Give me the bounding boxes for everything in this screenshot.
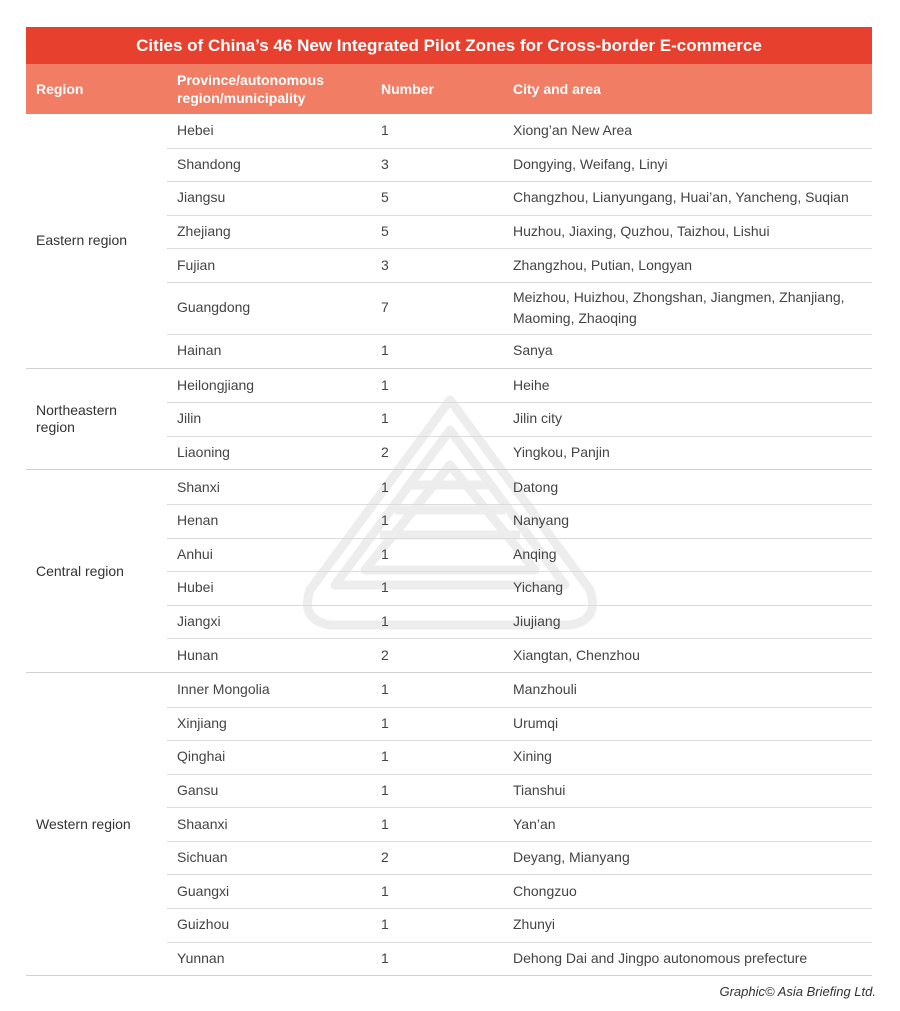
table-row	[26, 841, 872, 875]
province-cell: Shaanxi	[177, 815, 228, 832]
city-cell: Sanya	[513, 342, 553, 359]
table-row	[26, 148, 872, 182]
number-cell: 1	[381, 342, 389, 359]
number-cell: 3	[381, 256, 389, 273]
number-cell: 1	[381, 916, 389, 933]
table-row	[26, 538, 872, 572]
region-label: Eastern region	[36, 232, 128, 249]
city-cell: Chongzuo	[513, 882, 577, 899]
province-cell: Zhejiang	[177, 223, 231, 240]
province-cell: Sichuan	[177, 849, 228, 866]
header-region: Region	[36, 81, 84, 97]
province-cell: Hebei	[177, 122, 214, 139]
city-cell: Jiujiang	[513, 613, 561, 630]
city-cell: Changzhou, Lianyungang, Huai’an, Yancheng, Suqian	[513, 189, 849, 206]
city-cell: Manzhouli	[513, 681, 577, 698]
table-row	[26, 942, 872, 976]
city-cell: Yingkou, Panjin	[513, 444, 610, 461]
city-cell: Huzhou, Jiaxing, Quzhou, Taizhou, Lishui	[513, 223, 770, 240]
city-cell: Heihe	[513, 376, 550, 393]
number-cell: 1	[381, 781, 389, 798]
table-row	[26, 470, 872, 504]
number-cell: 1	[381, 478, 389, 495]
table-header	[26, 64, 872, 114]
number-cell: 2	[381, 849, 389, 866]
province-cell: Shandong	[177, 155, 241, 172]
number-cell: 1	[381, 376, 389, 393]
province-cell: Henan	[177, 512, 219, 529]
city-cell: Deyang, Mianyang	[513, 849, 630, 866]
province-cell: Jiangxi	[177, 613, 221, 630]
number-cell: 1	[381, 714, 389, 731]
table-row	[26, 605, 872, 639]
number-cell: 2	[381, 646, 389, 663]
number-cell: 1	[381, 748, 389, 765]
table-row	[26, 673, 872, 707]
province-cell: Guizhou	[177, 916, 230, 933]
province-cell: Jilin	[177, 410, 202, 427]
city-cell: Xiong’an New Area	[513, 122, 633, 139]
city-cell: Meizhou, Huizhou, Zhongshan, Jiangmen, Zhanjiang, Maoming, Zhaoqing	[513, 288, 845, 326]
table-row	[26, 181, 872, 215]
number-cell: 1	[381, 122, 389, 139]
number-cell: 1	[381, 512, 389, 529]
table-row	[26, 908, 872, 942]
header-city: City and area	[513, 81, 601, 97]
number-cell: 1	[381, 882, 389, 899]
province-cell: Hubei	[177, 579, 214, 596]
region-label: Central region	[36, 562, 124, 579]
table-row	[26, 114, 872, 148]
province-cell: Shanxi	[177, 478, 220, 495]
number-cell: 1	[381, 681, 389, 698]
number-cell: 5	[381, 189, 389, 206]
table-row	[26, 807, 872, 841]
table-row	[26, 334, 872, 368]
table-row	[26, 874, 872, 908]
province-cell: Inner Mongolia	[177, 681, 270, 698]
province-cell: Yunnan	[177, 949, 225, 966]
province-cell: Hunan	[177, 646, 219, 663]
city-cell: Datong	[513, 478, 559, 495]
region-group-northeastern	[26, 369, 872, 471]
city-cell: Zhangzhou, Putian, Longyan	[513, 256, 693, 273]
number-cell: 1	[381, 815, 389, 832]
table-row	[26, 215, 872, 249]
province-cell: Xinjiang	[177, 714, 227, 731]
table-row	[26, 638, 872, 672]
city-cell: Dongying, Weifang, Linyi	[513, 155, 668, 172]
province-cell: Fujian	[177, 256, 216, 273]
province-cell: Heilongjiang	[177, 376, 255, 393]
region-label: Northeastern region	[36, 401, 117, 435]
city-cell: Anqing	[513, 545, 557, 562]
number-cell: 5	[381, 223, 389, 240]
number-cell: 1	[381, 613, 389, 630]
number-cell: 1	[381, 949, 389, 966]
city-cell: Jilin city	[513, 410, 563, 427]
number-cell: 2	[381, 444, 389, 461]
province-cell: Gansu	[177, 781, 219, 798]
table-row	[26, 369, 872, 403]
city-cell: Urumqi	[513, 714, 559, 731]
graphic-credit: Graphic© Asia Briefing Ltd.	[719, 984, 876, 999]
number-cell: 1	[381, 579, 389, 596]
city-cell: Yan’an	[513, 815, 556, 832]
city-cell: Tianshui	[513, 781, 566, 798]
province-cell: Jiangsu	[177, 189, 226, 206]
table-row	[26, 248, 872, 282]
table-row	[26, 571, 872, 605]
province-cell: Guangxi	[177, 882, 230, 899]
region-group-central	[26, 470, 872, 673]
table-title: Cities of China’s 46 New Integrated Pilot Zones for Cross-border E-commerce	[26, 27, 872, 64]
city-cell: Nanyang	[513, 512, 570, 529]
number-cell: 1	[381, 545, 389, 562]
table-body	[26, 114, 872, 976]
header-number: Number	[381, 81, 434, 97]
table-row	[26, 774, 872, 808]
table-row	[26, 740, 872, 774]
city-cell: Xiangtan, Chenzhou	[513, 646, 640, 663]
region-group-eastern	[26, 114, 872, 369]
number-cell: 1	[381, 410, 389, 427]
table-row	[26, 504, 872, 538]
province-cell: Guangdong	[177, 299, 251, 316]
city-cell: Yichang	[513, 579, 564, 596]
header-province: Province/autonomous region/municipality	[177, 72, 325, 106]
table-row	[26, 707, 872, 741]
table-row	[26, 436, 872, 470]
province-cell: Anhui	[177, 545, 213, 562]
region-label: Western region	[36, 815, 131, 832]
table-row	[26, 402, 872, 436]
province-cell: Qinghai	[177, 748, 226, 765]
city-cell: Xining	[513, 748, 552, 765]
province-cell: Hainan	[177, 342, 222, 359]
region-group-western	[26, 673, 872, 976]
province-cell: Liaoning	[177, 444, 230, 461]
number-cell: 3	[381, 155, 389, 172]
number-cell: 7	[381, 299, 389, 316]
city-cell: Dehong Dai and Jingpo autonomous prefecture	[513, 949, 808, 966]
table-row	[26, 282, 872, 334]
city-cell: Zhunyi	[513, 916, 556, 933]
